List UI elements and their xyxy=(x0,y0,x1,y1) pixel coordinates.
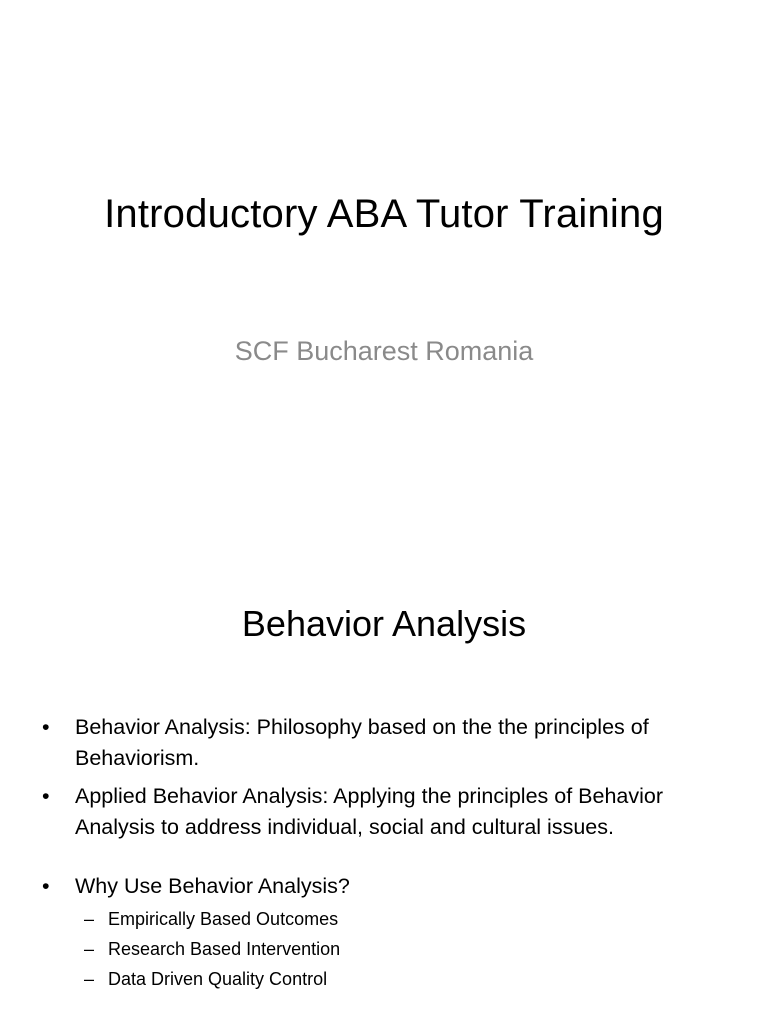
bullet-item xyxy=(40,871,740,994)
bullet-icon: • xyxy=(42,784,50,808)
bullet-text: Behavior Analysis: Philosophy based on the the principles of Behaviorism. xyxy=(75,715,649,770)
dash-icon: – xyxy=(84,939,95,959)
bullet-item xyxy=(40,781,740,843)
bullet-icon: • xyxy=(42,874,50,898)
sub-bullet-item xyxy=(75,904,740,934)
bullet-text: Applied Behavior Analysis: Applying the principles of Behavior Analysis to address individual, social and cultural issues. xyxy=(75,784,664,839)
bullet-text: Why Use Behavior Analysis? xyxy=(75,874,350,898)
bullet-item xyxy=(40,712,740,774)
sub-bullet-list xyxy=(75,904,740,994)
dash-icon: – xyxy=(84,909,95,929)
sub-bullet-text: Empirically Based Outcomes xyxy=(108,909,339,929)
content-slide xyxy=(0,576,768,1024)
slide-subtitle: SCF Bucharest Romania xyxy=(234,336,534,366)
dash-icon: – xyxy=(84,969,95,989)
bullet-list xyxy=(40,712,740,1001)
sub-bullet-item xyxy=(75,934,740,964)
sub-bullet-item xyxy=(75,964,740,994)
slide-heading: Behavior Analysis xyxy=(241,603,527,644)
slide-title: Introductory ABA Tutor Training xyxy=(104,192,664,236)
sub-bullet-text: Data Driven Quality Control xyxy=(108,969,328,989)
bullet-icon: • xyxy=(42,715,50,739)
sub-bullet-text: Research Based Intervention xyxy=(108,939,341,959)
